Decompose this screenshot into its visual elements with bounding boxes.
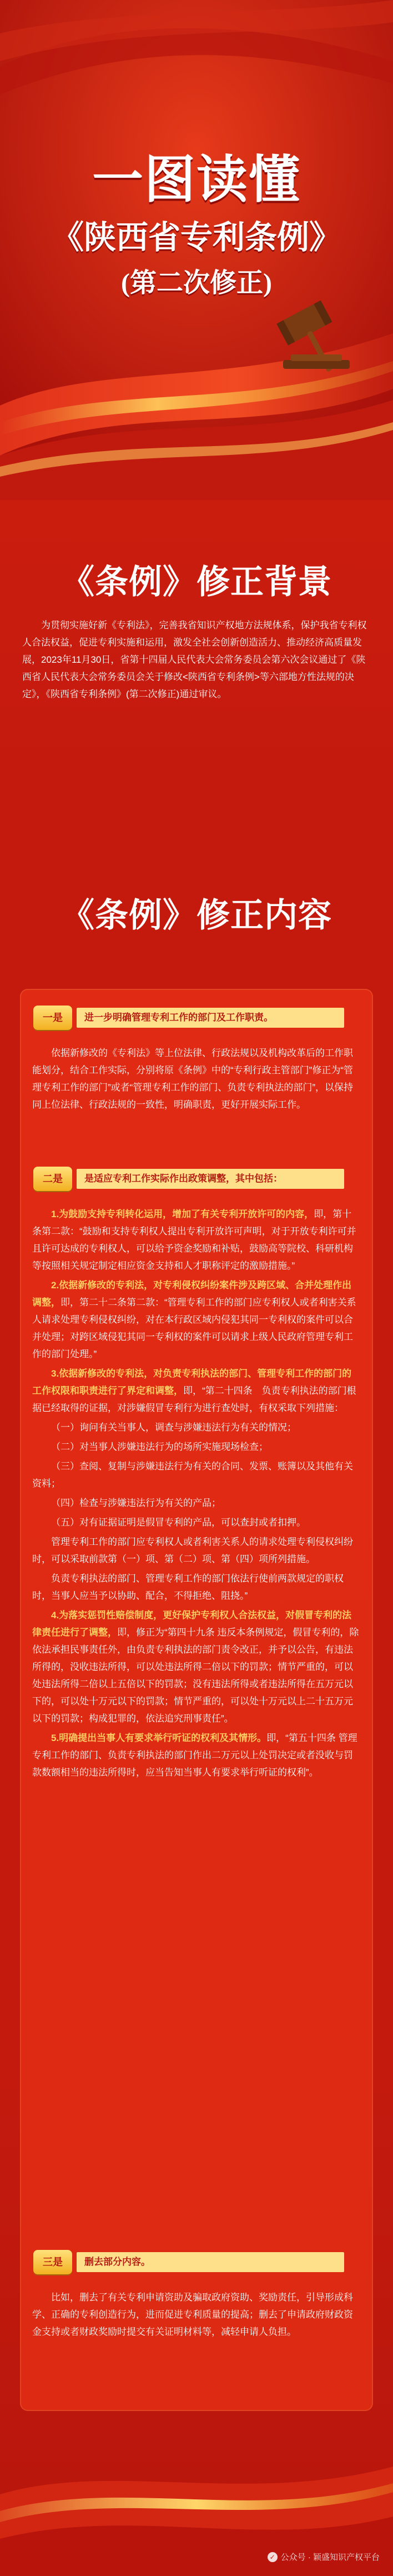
background-paragraph: 为贯彻实施好新《专利法》，完善我省知识产权地方法规体系，保护我省专利权人合法权益，促进专利实施和运用，激发全社会创新创造活力、推动经济高质量发展，2023年11月30日，省第十四届人民代表大会常务委员会第六次会议通过了《陕西省人民代表大会常务委员会关于修改<陕西省专利条例>等六部地方性法规的决定》，《陕西省专利条例》(第二次修正)通过审议。 <box>22 620 367 699</box>
item3-paragraph: 比如，删去了有关专利申请资助及骗取政府资助、奖励责任，引导形成科学、正确的专利创造行为，进而促进专利质量的提高；删去了申请政府财政资金支持或者财政奖励时提交有关证明材料等，减轻申请人负担。 <box>32 2292 353 2337</box>
hero-title: 一图读懂 <box>92 152 301 208</box>
item2-p4-highlight: 4.为落实惩罚性赔偿制度，更好保护专利权人合法权益，对假冒专利的法律责任进行了调整， <box>32 1610 352 1638</box>
item2-body <box>32 1206 360 1783</box>
watermark-text: 公众号 · 颖盛知识产权平台 <box>280 2553 380 2562</box>
content-heading: 《条例》修正内容 <box>61 897 332 934</box>
item2-measure-2: （二）对当事人涉嫌违法行为的场所实施现场检查； <box>51 1442 268 1452</box>
item2-p1-text: 即，第十条第二款：“鼓励和支持专利权人提出专利开放许可声明，对于开放专利许可并且许可达成的专利权人，可以给予资金奖励和补贴，鼓励高等院校、科研机构等按照相关规定制定相应资金支持和人才职称评定的激励措施。” <box>32 1209 356 1271</box>
item2-measure-4: （四）检查与涉嫌违法行为有关的产品； <box>51 1498 221 1508</box>
item2-p4 <box>32 1607 360 1727</box>
item3-badge: 三是 <box>33 2250 72 2274</box>
gavel-icon <box>261 289 372 378</box>
hero-law-name: 《陕西省专利条例》 <box>51 219 341 256</box>
item2-p3c: 负责专利执法的部门、管理专利工作的部门依法行使前两款规定的职权时，当事人应当予以协助、配合，不得拒绝、阻挠。” <box>32 1573 344 1601</box>
item2-p1 <box>32 1206 360 1274</box>
item2-p4-text: 即，修正为“第四十九条 违反本条例规定，假冒专利的，除依法承担民事责任外，由负责专利执法的部门责令改正，并予以公告，有违法所得的，没收违法所得，可以处违法所得二倍以下的罚款；情节严重的，可以处违法所得二倍以上五倍以下的罚款；没有违法所得或者违法所得在五万元以下的，可以处十万元以下的罚款；情节严重的，可以处十万元以上二十五万元以下的罚款；构成犯罪的，依法追究刑事责任”。 <box>32 1627 359 1724</box>
hero-revision: (第二次修正) <box>121 268 272 298</box>
item3-body <box>32 2289 360 2343</box>
background-heading: 《条例》修正背景 <box>61 564 332 601</box>
item2-header <box>33 1167 344 1191</box>
item2-p1-highlight: 1.为鼓励支持专利转化运用，增加了有关专利开放许可的内容， <box>51 1209 314 1219</box>
background-text-block <box>22 617 372 703</box>
item2-badge: 二是 <box>33 1167 72 1191</box>
item3-header <box>33 2250 344 2274</box>
item1-badge: 一是 <box>33 1006 72 1030</box>
item2-p3-text: 即，“第二十四条 负责专利执法的部门根据已经取得的证据，对涉嫌假冒专利行为进行查处时，有权采取下列措施： <box>32 1385 356 1413</box>
item3-title: 删去部分内容。 <box>77 2252 344 2272</box>
item2-measure-5: （五）对有证据证明是假冒专利的产品，可以查封或者扣押。 <box>51 1517 306 1528</box>
item2-p3-highlight: 3.依据新修改的专利法，对负责专利执法的部门、管理专利工作的部门的工作权限和职责进行了界定和调整， <box>32 1368 352 1396</box>
item2-p5 <box>32 1729 360 1781</box>
item2-title: 是适应专利工作实际作出政策调整，其中包括： <box>77 1169 344 1189</box>
item2-p3b: 管理专利工作的部门应专利权人或者利害关系人的请求处理专利侵权纠纷时，可以采取前款第（一）项、第（二）项、第（四）项所列措施。 <box>32 1537 353 1564</box>
footer-watermark <box>268 2551 380 2563</box>
item2-p2-highlight: 2.依据新修改的专利法，对专利侵权纠纷案件涉及跨区域、合并处理作出调整， <box>32 1280 352 1308</box>
item1-header <box>33 1006 344 1030</box>
item1-body <box>32 1044 360 1116</box>
item2-measure-3: （三）查阅、复制与涉嫌违法行为有关的合同、发票、账簿以及其他有关资料； <box>32 1461 353 1489</box>
item2-p2 <box>32 1277 360 1363</box>
item1-title: 进一步明确管理专利工作的部门及工作职责。 <box>77 1008 344 1028</box>
item2-p3 <box>32 1365 360 1417</box>
item2-p2-text: 即，第二十二条第二款：“管理专利工作的部门应专利权人或者利害关系人请求处理专利侵权纠纷，对在本行政区域内侵犯其同一专利权的案件可以合并处理；对跨区域侵犯其同一专利权的案件可以请求上级人民政府管理专利工作的部门处理。” <box>32 1297 356 1359</box>
hero-banner <box>0 0 393 500</box>
item2-p5-text: 即，“第五十四条 管理专利工作的部门、负责专利执法的部门作出二万元以上处罚决定或者没收与罚款数额相当的违法所得时，应当告知当事人有要求举行听证的权利”。 <box>32 1733 357 1778</box>
wechat-icon: ✓ <box>268 2552 278 2562</box>
item1-paragraph: 依据新修改的《专利法》等上位法律、行政法规以及机构改革后的工作职能划分，结合工作实际，分别将原《条例》中的“专利行政主管部门”修正为“管理专利工作的部门”或者“管理专利工作的部门、负责专利执法的部门”，以保持同上位法律、行政法规的一致性，明确职责，更好开展实际工作。 <box>32 1048 353 1110</box>
item2-p5-highlight: 5.明确提出当事人有要求举行听证的权利及其情形。 <box>51 1733 267 1743</box>
item2-measure-1: （一）询问有关当事人，调查与涉嫌违法行为有关的情况； <box>51 1422 296 1433</box>
